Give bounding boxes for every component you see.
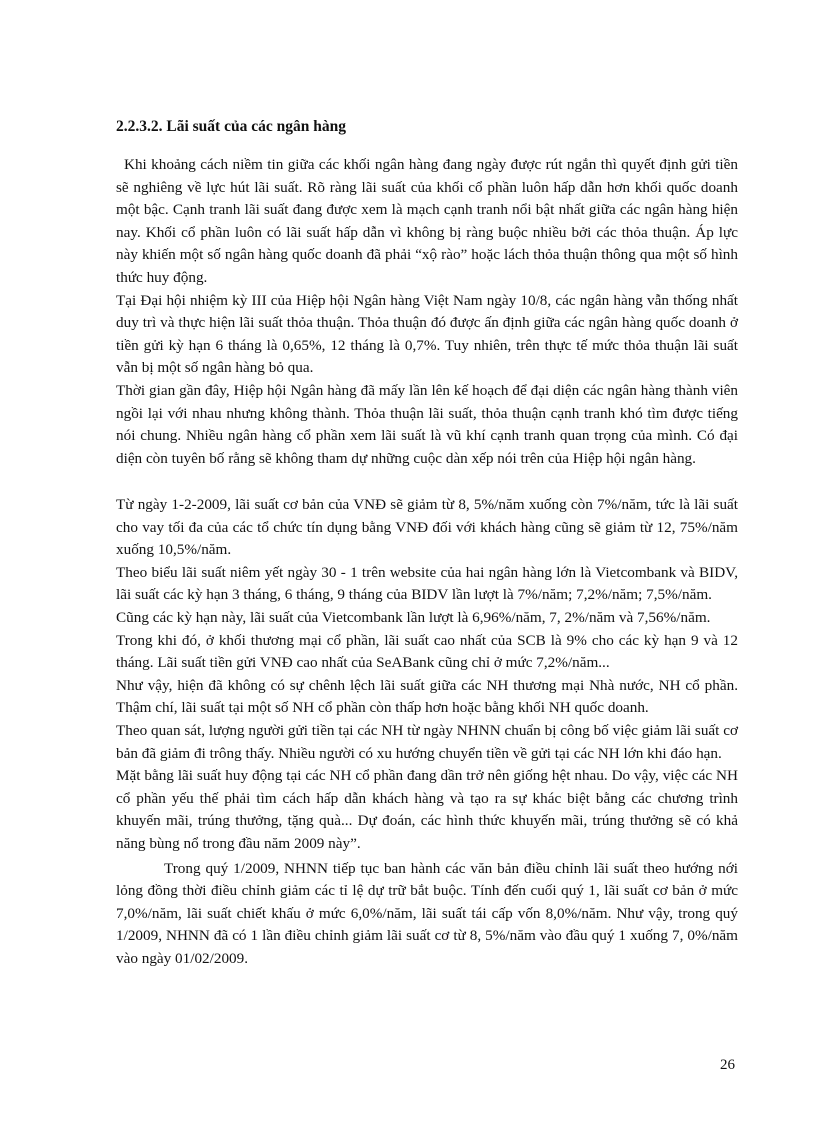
paragraph: Thời gian gần đây, Hiệp hội Ngân hàng đã mấy lần lên kế hoạch để đại diện các ngân hàng thành viên ngồi lại với nhau nhưng không thành. Thỏa thuận lãi suất, thỏa thuận cạnh tranh khó tìm được tiếng nói chung. Nhiều ngân hàng cổ phần xem lãi suất là vũ khí cạnh tranh quan trọng của mình. Có đại diện còn tuyên bố rằng sẽ không tham dự những cuộc dàn xếp nói trên của Hiệp hội ngân hàng. <box>116 381 738 467</box>
paragraph: Khi khoảng cách niềm tin giữa các khối ngân hàng đang ngày được rút ngắn thì quyết định gửi tiền sẽ nghiêng về lực hút lãi suất. Rõ ràng lãi suất của khối cổ phần luôn hấp dẫn hơn khối quốc doanh một bậc. Cạnh tranh lãi suất đang được xem là mạch cạnh tranh nổi bật nhất giữa các ngân hàng hiện nay. Khối cổ phần luôn có lãi suất hấp dẫn vì không bị ràng buộc nhiều bởi các thỏa thuận. Áp lực này khiến một số ngân hàng quốc doanh đã phải “xộ rào” hoặc lách thỏa thuận thông qua một số hình thức huy động. <box>116 156 738 286</box>
paragraph: Tại Đại hội nhiệm kỳ III của Hiệp hội Ngân hàng Việt Nam ngày 10/8, các ngân hàng vẫn thống nhất duy trì và thực hiện lãi suất thỏa thuận. Thỏa thuận đó được ấn định giữa các ngân hàng quốc doanh ở tiền gửi kỳ hạn 6 tháng là 0,65%, 12 tháng là 0,7%. Tuy nhiên, trên thực tế mức thỏa thuận lãi suất vẫn bị một số ngân hàng bỏ qua. <box>116 291 738 377</box>
paragraph: Cũng các kỳ hạn này, lãi suất của Vietcombank lần lượt là 6,96%/năm, 7, 2%/năm và 7,56%/năm. <box>116 608 711 626</box>
paragraph: Từ ngày 1-2-2009, lãi suất cơ bản của VNĐ sẽ giảm từ 8, 5%/năm xuống còn 7%/năm, tức là lãi suất cho vay tối đa của các tổ chức tín dụng bằng VNĐ đối với khách hàng cũng sẽ giảm từ 12, 75%/năm xuống 10,5%/năm. <box>116 496 738 559</box>
paragraph: Theo biểu lãi suất niêm yết ngày 30 - 1 trên website của hai ngân hàng lớn là Vietcombank và BIDV, lãi suất các kỳ hạn 3 tháng, 6 tháng, 9 tháng của BIDV lần lượt là 7%/năm; 7,2%/năm; 7,5%/năm. <box>116 563 738 604</box>
paragraph: Theo quan sát, lượng người gửi tiền tại các NH từ ngày NHNN chuẩn bị công bố việc giảm lãi suất cơ bản đã giảm đi trông thấy. Nhiều người có xu hướng chuyển tiền về gửi tại các NH lớn khi đáo hạn. <box>116 721 738 762</box>
page-number: 26 <box>720 1057 735 1073</box>
text-block-bottom <box>116 494 738 970</box>
paragraph: Mặt bằng lãi suất huy động tại các NH cổ phần đang dần trở nên giống hệt nhau. Do vậy, việc các NH cổ phần yếu thế phải tìm cách hấp dẫn khách hàng và tạo ra sự khác biệt bằng các chương trình khuyến mãi, trúng thưởng, tặng quà... Dự đoán, các hình thức khuyến mãi, trúng thưởng sẽ có khả năng bùng nổ trong đầu năm 2009 này”. <box>116 767 738 852</box>
paragraph: Trong quý 1/2009, NHNN tiếp tục ban hành các văn bản điều chỉnh lãi suất theo hướng nới lỏng đồng thời điều chỉnh giảm các tỉ lệ dự trữ bắt buộc. Tính đến cuối quý 1, lãi suất cơ bản ở mức 7,0%/năm, lãi suất chiết khấu ở mức 6,0%/năm, lãi suất tái cấp vốn 8,0%/năm. Như vậy, trong quý 1/2009, NHNN đã có 1 lần điều chỉnh giảm lãi suất cơ từ 8, 5%/năm vào đầu quý 1 xuống 7, 0%/năm vào ngày 01/02/2009. <box>116 859 738 967</box>
paragraph: Như vậy, hiện đã không có sự chênh lệch lãi suất giữa các NH thương mại Nhà nước, NH cổ phần. Thậm chí, lãi suất tại một số NH cổ phần còn thấp hơn hoặc bằng khối NH quốc doanh. <box>116 676 738 717</box>
section-heading: 2.2.3.2. Lãi suất của các ngân hàng <box>116 118 346 135</box>
paragraph: Trong khi đó, ở khối thương mại cổ phần, lãi suất cao nhất của SCB là 9% cho các kỳ hạn 9 và 12 tháng. Lãi suất tiền gửi VNĐ cao nhất của SeABank cũng chỉ ở mức 7,2%/năm... <box>116 631 738 672</box>
text-block-top <box>116 154 738 470</box>
